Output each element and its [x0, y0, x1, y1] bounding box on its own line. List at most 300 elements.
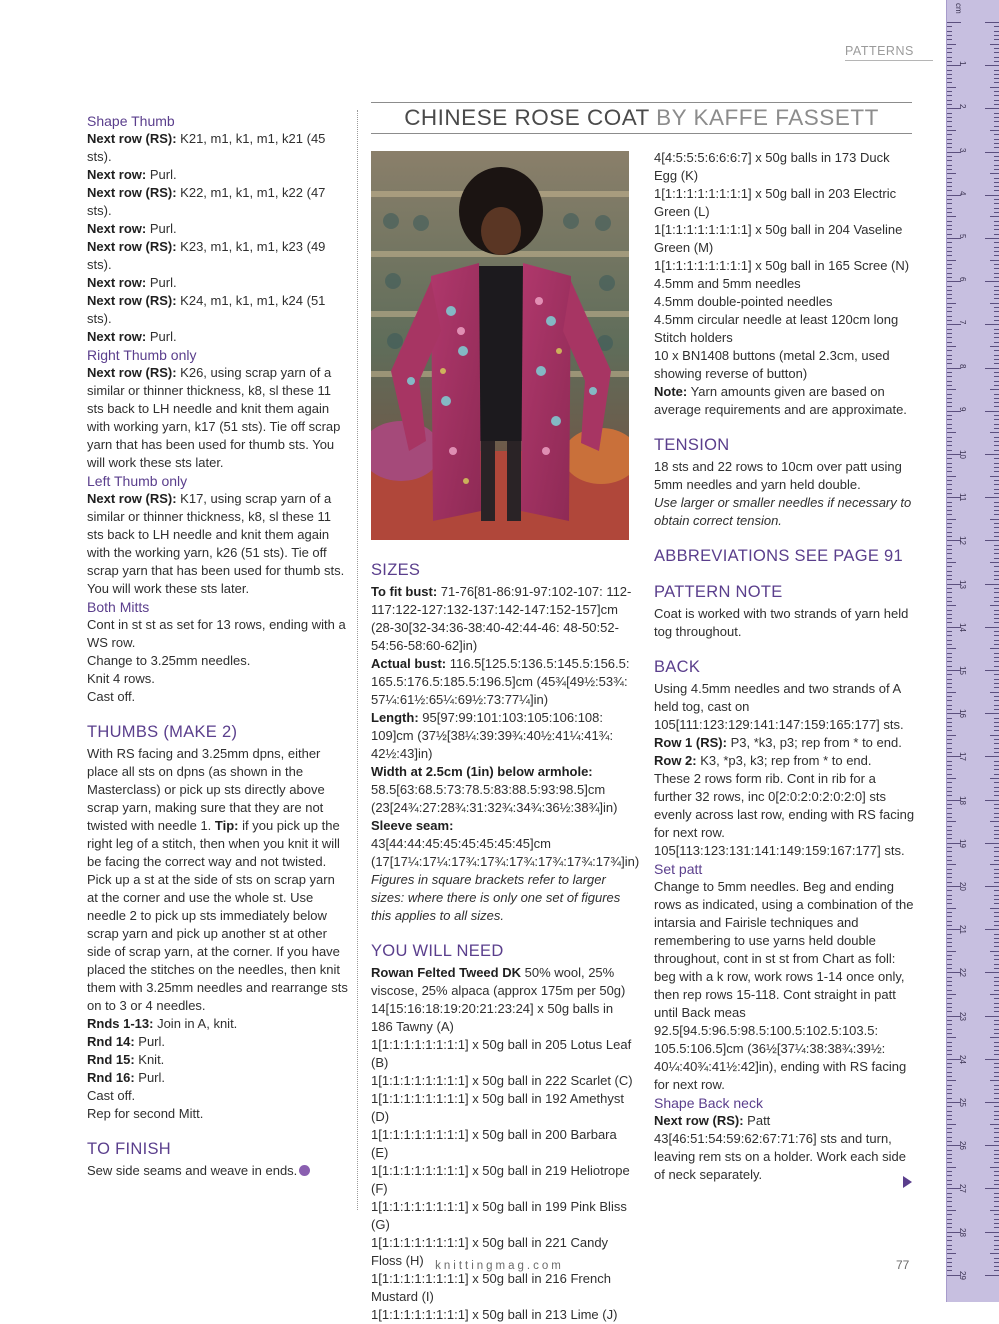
ruler-tick	[994, 709, 999, 710]
ruler-tick	[994, 644, 999, 645]
ruler-tick	[994, 294, 999, 295]
ruler-tick	[994, 761, 999, 762]
ruler-tick	[994, 402, 999, 403]
ruler-tick	[994, 255, 999, 256]
ruler-tick	[994, 579, 999, 580]
ruler-tick	[994, 178, 999, 179]
ruler-tick	[947, 955, 952, 956]
ruler-tick	[947, 1089, 952, 1090]
shape-back-neck-text: Next row (RS): Patt 43[46:51:54:59:62:67:71:76] sts and turn, leaving rem sts on a holder. Work each side of neck separately.	[654, 1113, 906, 1182]
ruler-tick	[994, 877, 999, 878]
ruler-number: 13	[958, 579, 967, 589]
ruler-tick	[994, 739, 999, 740]
ruler-tick	[985, 65, 999, 66]
ruler-tick	[994, 286, 999, 287]
ruler-tick	[947, 951, 956, 952]
ruler-tick	[985, 22, 999, 23]
ruler-tick	[947, 316, 952, 317]
ruler-tick	[947, 1227, 952, 1228]
ruler-tick	[947, 601, 952, 602]
ruler-tick	[994, 1106, 999, 1107]
ruler-tick	[994, 959, 999, 960]
ruler-tick	[985, 238, 999, 239]
ruler-tick	[947, 290, 952, 291]
ruler-tick	[947, 480, 952, 481]
right-thumb-heading: Right Thumb only	[87, 347, 197, 363]
ruler-tick	[994, 242, 999, 243]
ruler-tick	[947, 1076, 952, 1077]
ruler-tick	[947, 523, 952, 524]
ruler-tick	[990, 260, 999, 261]
ruler-tick	[994, 398, 999, 399]
ruler-tick	[947, 679, 952, 680]
ruler-tick	[985, 540, 999, 541]
ruler-tick	[994, 182, 999, 183]
ruler-tick	[994, 437, 999, 438]
ruler-tick	[947, 445, 952, 446]
ruler-tick	[947, 298, 952, 299]
ruler-tick	[947, 938, 952, 939]
ruler-tick	[994, 1262, 999, 1263]
ruler-tick	[990, 1210, 999, 1211]
ruler-tick	[947, 320, 952, 321]
ruler-tick	[994, 160, 999, 161]
measuring-ruler	[946, 0, 999, 1302]
ruler-tick	[947, 657, 952, 658]
ruler-tick	[947, 402, 952, 403]
set-patt-text: Change to 5mm needles. Beg and ending rows as indicated, using a combination of the intarsia and Fairisle techniques and remembering to use yarns held double throughout, cont in st st from Chart as foll: beg with a k row, work rows 1-14 once only, then rep rows 15-118. Cont straight in patt until Back meas 92.5[94.5:96.5:98.5:100.5:102.5:103.5: 105.5:106.5]cm (36½[37¼:38:38¾:39½: 40¼:40¾:41½:42]in), ending with RS facing for next row.	[654, 879, 914, 1092]
ruler-tick	[947, 1262, 952, 1263]
ruler-tick	[994, 1111, 999, 1112]
ruler-tick	[994, 536, 999, 537]
back-row: Row 1 (RS): P3, *k3, p3; rep from * to end.	[654, 735, 902, 750]
ruler-tick	[947, 376, 952, 377]
ruler-tick	[947, 143, 952, 144]
ruler-tick	[947, 1150, 952, 1151]
ruler-tick	[994, 1266, 999, 1267]
ruler-number: 4	[958, 190, 967, 196]
ruler-tick	[994, 363, 999, 364]
tension-heading: TENSION	[654, 436, 730, 454]
ruler-tick	[947, 532, 952, 533]
ruler-tick	[947, 968, 952, 969]
ruler-tick	[947, 1063, 952, 1064]
ruler-tick	[947, 1171, 952, 1172]
back-intro: Using 4.5mm needles and two strands of A held tog, cast on 105[111:123:129:141:147:159:165:177] sts.	[654, 681, 904, 732]
ruler-tick	[947, 921, 952, 922]
ruler-tick	[985, 756, 999, 757]
ruler-tick	[947, 471, 952, 472]
ruler-tick	[994, 458, 999, 459]
ruler-tick	[994, 718, 999, 719]
ruler-tick	[994, 657, 999, 658]
ruler-tick	[947, 242, 952, 243]
ruler-tick	[994, 752, 999, 753]
pattern-note-text: Coat is worked with two strands of yarn held tog throughout.	[654, 606, 909, 639]
ruler-tick	[947, 1175, 952, 1176]
ruler-tick	[994, 834, 999, 835]
ruler-tick	[994, 1227, 999, 1228]
ruler-tick	[994, 1033, 999, 1034]
ruler-tick	[994, 445, 999, 446]
ruler-tick	[947, 502, 952, 503]
ruler-tick	[990, 130, 999, 131]
ruler-tick	[947, 61, 952, 62]
ruler-tick	[985, 886, 999, 887]
ruler-tick	[947, 912, 952, 913]
materials-line: Stitch holders	[654, 330, 733, 345]
ruler-tick	[994, 70, 999, 71]
ruler-tick	[947, 264, 952, 265]
ruler-tick	[947, 178, 952, 179]
ruler-tick	[947, 450, 952, 451]
ruler-tick	[947, 696, 952, 697]
ruler-number: 29	[958, 1270, 967, 1280]
ruler-tick	[947, 769, 952, 770]
ruler-tick	[994, 480, 999, 481]
ruler-tick	[947, 1024, 952, 1025]
ruler-tick	[947, 795, 952, 796]
ruler-tick	[947, 104, 952, 105]
ruler-tick	[994, 838, 999, 839]
ruler-tick	[994, 1223, 999, 1224]
materials-note: Note: Yarn amounts given are based on average requirements and are approximate.	[654, 384, 907, 417]
ruler-tick	[994, 696, 999, 697]
ruler-tick	[947, 1154, 952, 1155]
ruler-tick	[994, 113, 999, 114]
ruler-tick	[947, 419, 952, 420]
ruler-tick	[947, 1067, 952, 1068]
ruler-tick	[994, 91, 999, 92]
yarn-line: 1[1:1:1:1:1:1:1:1] x 50g ball in 199 Pink Bliss (G)	[371, 1199, 627, 1232]
ruler-tick	[994, 592, 999, 593]
ruler-number: 28	[958, 1227, 967, 1237]
materials-line: 4.5mm circular needle at least 120cm long	[654, 312, 899, 327]
ruler-tick	[947, 44, 956, 45]
ruler-tick	[994, 938, 999, 939]
ruler-tick	[947, 908, 956, 909]
ruler-number: 10	[958, 450, 967, 459]
ruler-unit-label: cm	[954, 3, 963, 14]
ruler-tick	[994, 273, 999, 274]
ruler-tick	[994, 1206, 999, 1207]
ruler-tick	[947, 605, 956, 606]
ruler-tick	[947, 1214, 952, 1215]
ruler-tick	[994, 990, 999, 991]
ruler-tick	[994, 502, 999, 503]
ruler-tick	[994, 316, 999, 317]
ruler-tick	[994, 264, 999, 265]
ruler-tick	[994, 381, 999, 382]
ruler-tick	[990, 951, 999, 952]
ruler-tick	[947, 1193, 952, 1194]
shape-back-neck-heading: Shape Back neck	[654, 1095, 763, 1111]
ruler-tick	[947, 536, 952, 537]
ruler-tick	[994, 1050, 999, 1051]
ruler-tick	[994, 1089, 999, 1090]
ruler-tick	[994, 31, 999, 32]
ruler-number: 12	[958, 536, 967, 546]
ruler-tick	[990, 1167, 999, 1168]
section-rule	[845, 60, 933, 61]
ruler-number: 11	[958, 493, 967, 502]
ruler-tick	[994, 826, 999, 827]
ruler-tick	[947, 635, 952, 636]
ruler-tick	[947, 549, 952, 550]
ruler-tick	[994, 860, 999, 861]
ruler-tick	[947, 592, 952, 593]
both-mitts-line: Knit 4 rows.	[87, 671, 155, 686]
ruler-tick	[994, 156, 999, 157]
ruler-tick	[947, 648, 956, 649]
ruler-tick	[947, 778, 956, 779]
ruler-tick	[947, 661, 952, 662]
ruler-number: 20	[958, 882, 967, 891]
ruler-tick	[994, 1054, 999, 1055]
ruler-tick	[947, 700, 952, 701]
ruler-tick	[994, 523, 999, 524]
ruler-tick	[994, 674, 999, 675]
back-row: Row 2: K3, *p3, k3; rep from * to end.	[654, 753, 872, 768]
ruler-tick	[947, 519, 956, 520]
ruler-tick	[994, 489, 999, 490]
ruler-tick	[947, 212, 952, 213]
ruler-tick	[947, 247, 952, 248]
ruler-tick	[994, 95, 999, 96]
ruler-tick	[947, 78, 952, 79]
ruler-number: 18	[958, 795, 967, 805]
ruler-tick	[994, 774, 999, 775]
ruler-tick	[994, 1249, 999, 1250]
ruler-tick	[994, 653, 999, 654]
ruler-tick	[947, 463, 952, 464]
both-mitts-line: Change to 3.25mm needles.	[87, 653, 251, 668]
ruler-tick	[994, 394, 999, 395]
ruler-tick	[994, 424, 999, 425]
title-main: CHINESE ROSE COAT	[404, 105, 650, 130]
ruler-tick	[947, 860, 952, 861]
left-thumb-heading: Left Thumb only	[87, 473, 188, 489]
ruler-tick	[994, 882, 999, 883]
ruler-tick	[947, 644, 952, 645]
ruler-tick	[947, 437, 952, 438]
ruler-tick	[947, 199, 952, 200]
ruler-tick	[994, 730, 999, 731]
ruler-tick	[994, 895, 999, 896]
ruler-number: 1	[958, 61, 967, 66]
ruler-tick	[990, 692, 999, 693]
ruler-tick	[994, 601, 999, 602]
ruler-tick	[994, 873, 999, 874]
ruler-tick	[994, 1197, 999, 1198]
ruler-tick	[947, 782, 952, 783]
ruler-tick	[994, 1240, 999, 1241]
yarn-line: 1[1:1:1:1:1:1:1:1] x 50g ball in 192 Amethyst (D)	[371, 1091, 624, 1124]
ruler-tick	[947, 1210, 956, 1211]
ruler-tick	[947, 752, 952, 753]
ruler-tick	[994, 869, 999, 870]
ruler-tick	[947, 575, 952, 576]
ruler-tick	[947, 342, 952, 343]
ruler-tick	[994, 1119, 999, 1120]
ruler-tick	[994, 1150, 999, 1151]
ruler-tick	[947, 294, 952, 295]
materials-line: 1[1:1:1:1:1:1:1:1] x 50g ball in 203 Electric Green (L)	[654, 186, 897, 219]
ruler-tick	[947, 173, 956, 174]
ruler-number: 24	[958, 1054, 967, 1064]
title-byline: BY KAFFE FASSETT	[656, 105, 879, 130]
ruler-tick	[994, 985, 999, 986]
ruler-tick	[947, 653, 952, 654]
ruler-tick	[947, 640, 952, 641]
right-column	[654, 149, 916, 1184]
ruler-number: 16	[958, 709, 967, 719]
title-rule-top	[371, 102, 912, 103]
ruler-tick	[947, 134, 952, 135]
ruler-tick	[947, 268, 952, 269]
ruler-tick	[994, 847, 999, 848]
ruler-number: 2	[958, 104, 967, 109]
ruler-tick	[947, 277, 952, 278]
ruler-tick	[947, 631, 952, 632]
ruler-tick	[947, 359, 952, 360]
ruler-tick	[947, 216, 956, 217]
ruler-tick	[994, 61, 999, 62]
ruler-tick	[947, 774, 952, 775]
ruler-tick	[994, 307, 999, 308]
ruler-tick	[947, 614, 952, 615]
ruler-number: 17	[958, 752, 967, 762]
ruler-tick	[947, 394, 952, 395]
ruler-tick	[994, 635, 999, 636]
round-row: Rnd 16: Purl.	[87, 1070, 166, 1085]
ruler-tick	[985, 497, 999, 498]
ruler-tick	[994, 229, 999, 230]
round-row: Rnd 14: Purl.	[87, 1034, 166, 1049]
ruler-tick	[947, 821, 956, 822]
both-mitts-heading: Both Mitts	[87, 599, 150, 615]
ruler-tick	[994, 545, 999, 546]
ruler-tick	[947, 730, 952, 731]
materials-line: 1[1:1:1:1:1:1:1:1] x 50g ball in 165 Scree (N)	[654, 258, 910, 273]
ruler-tick	[994, 782, 999, 783]
ruler-tick	[947, 622, 952, 623]
ruler-tick	[994, 856, 999, 857]
ruler-tick	[985, 1188, 999, 1189]
ruler-tick	[947, 493, 952, 494]
ruler-tick	[994, 1236, 999, 1237]
ruler-tick	[994, 35, 999, 36]
ruler-tick	[994, 212, 999, 213]
ruler-tick	[990, 87, 999, 88]
ruler-tick	[947, 87, 956, 88]
ruler-tick	[994, 925, 999, 926]
ruler-tick	[947, 895, 952, 896]
ruler-tick	[947, 1132, 952, 1133]
ruler-tick	[994, 208, 999, 209]
ruler-tick	[947, 1098, 952, 1099]
title-rule-bottom	[371, 133, 912, 134]
ruler-tick	[947, 147, 952, 148]
ruler-tick	[994, 955, 999, 956]
ruler-tick	[947, 514, 952, 515]
ruler-tick	[947, 1020, 952, 1021]
shape-thumb-row: Next row (RS): K23, m1, k1, m1, k23 (49 sts).	[87, 239, 326, 272]
ruler-tick	[947, 692, 956, 693]
ruler-tick	[947, 597, 952, 598]
ruler-tick	[994, 57, 999, 58]
ruler-tick	[994, 622, 999, 623]
ruler-tick	[994, 1046, 999, 1047]
ruler-tick	[947, 666, 952, 667]
ruler-tick	[947, 791, 952, 792]
ruler-tick	[994, 1007, 999, 1008]
ruler-tick	[994, 221, 999, 222]
ruler-tick	[947, 981, 952, 982]
left-column	[87, 112, 349, 1180]
ruler-tick	[994, 290, 999, 291]
ruler-tick	[994, 190, 999, 191]
ruler-tick	[947, 1249, 952, 1250]
ruler-tick	[947, 588, 952, 589]
ruler-tick	[947, 506, 952, 507]
right-thumb-text: Next row (RS): K26, using scrap yarn of a similar or thinner thickness, k8, sl these 11 sts back to LH needle and knit them again with working yarn, k17 (51 sts). Tie off scrap yarn that has been used for thumb sts. You will work these sts later.	[87, 365, 341, 470]
ruler-tick	[994, 661, 999, 662]
ruler-tick	[994, 337, 999, 338]
ruler-tick	[947, 126, 952, 127]
ruler-tick	[990, 432, 999, 433]
ruler-tick	[994, 419, 999, 420]
ruler-tick	[947, 705, 952, 706]
ruler-tick	[994, 52, 999, 53]
ruler-tick	[947, 372, 952, 373]
ruler-tick	[994, 968, 999, 969]
ruler-tick	[947, 234, 952, 235]
ruler-tick	[990, 173, 999, 174]
ruler-tick	[994, 1180, 999, 1181]
ruler-tick	[947, 808, 952, 809]
ruler-tick	[994, 934, 999, 935]
set-patt-heading: Set patt	[654, 861, 703, 877]
ruler-tick	[985, 1275, 999, 1276]
ruler-tick	[947, 350, 952, 351]
ruler-tick	[985, 670, 999, 671]
ruler-number: 22	[958, 968, 967, 978]
ruler-tick	[947, 998, 952, 999]
ruler-tick	[994, 1154, 999, 1155]
ruler-tick	[947, 1003, 952, 1004]
ruler-tick	[947, 985, 952, 986]
ruler-tick	[994, 514, 999, 515]
ruler-tick	[947, 190, 952, 191]
you-will-need-heading: YOU WILL NEED	[371, 942, 504, 960]
ruler-tick	[947, 273, 952, 274]
ruler-tick	[947, 566, 952, 567]
ruler-tick	[990, 216, 999, 217]
ruler-tick	[947, 1141, 952, 1142]
thumbs-text: With RS facing and 3.25mm dpns, either place all sts on dpns (as shown in the Masterclass) or pick up sts directly above scrap yarn, making sure that they are not twisted with needle 1. Tip: if you pick up the right leg of a stitch, then when you knit it will be facing the correct way and not twisted. Pick up a st at the side of sts on scrap yarn at the corner and use the whole st. Use needle 2 to pick up sts immediately below scrap yarn and pick up another st at other side of scrap yarn, at the corner. If you have placed the stitches on the needles, then knit them with 3.25mm needles and rearrange sts on to 3 or 4 needles.	[87, 746, 348, 1013]
ruler-tick	[994, 1184, 999, 1185]
ruler-tick	[947, 864, 956, 865]
ruler-tick	[990, 1037, 999, 1038]
ruler-tick	[994, 1132, 999, 1133]
ruler-tick	[947, 363, 952, 364]
ruler-tick	[947, 687, 952, 688]
ruler-tick	[994, 203, 999, 204]
ruler-tick	[994, 817, 999, 818]
ruler-tick	[947, 156, 952, 157]
ruler-tick	[994, 1175, 999, 1176]
